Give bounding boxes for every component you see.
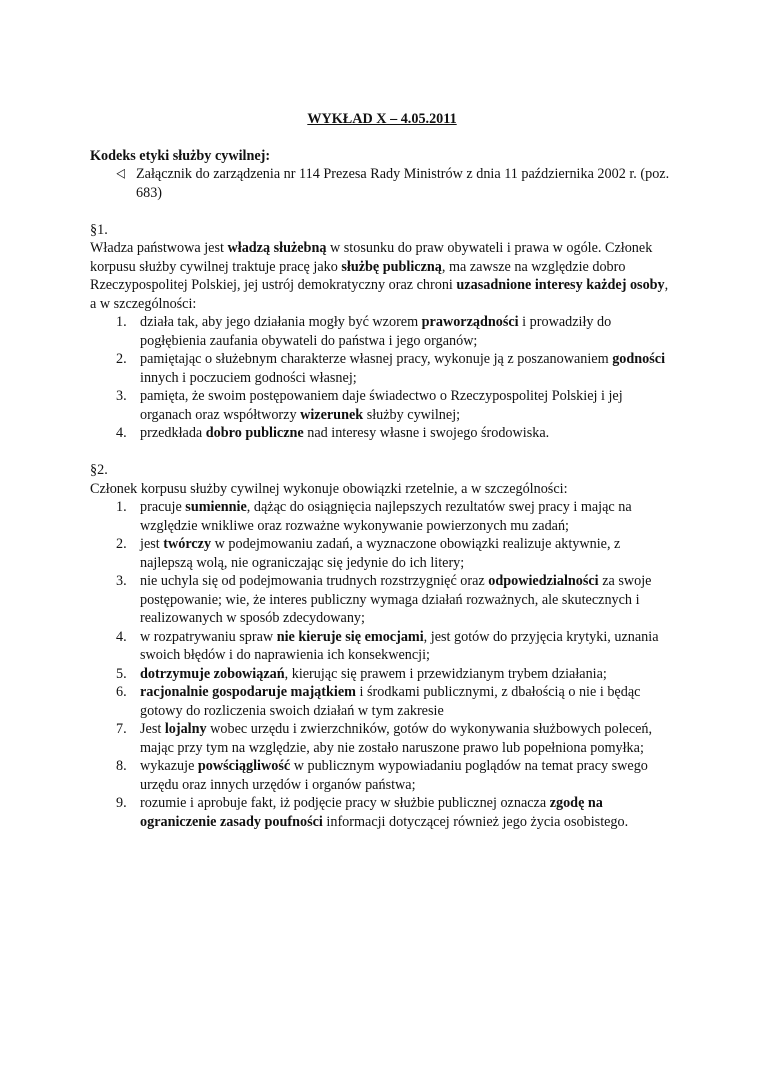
section-heading: Kodeks etyki służby cywilnej: [90,147,271,164]
text-run: i prowadziły do pogłębienia zaufania obywateli do państwa i jego organów; [140,314,612,349]
list-item [116,720,674,757]
list-item-text [140,498,674,535]
list-item [116,350,674,387]
bold-phrase: uzasadnione interesy każdej osoby [456,277,665,293]
text-run: działa tak, aby jego działania mogły być wzorem [140,314,422,330]
bold-phrase: wizerunek [300,406,364,423]
bold-phrase: odpowiedzialności [488,573,599,589]
text-run: pamięta, że swoim postępowaniem daje świadectwo o Rzeczypospolitej Polskiej i jej organach oraz współtworzy [140,388,623,423]
text-run: w podejmowaniu zadań, a wyznaczone obowiązki realizuje aktywnie, z najlepszą wolą, nie ograniczając się jedynie do ich litery; [140,536,621,571]
text-run: służby cywilnej; [363,406,461,423]
section-1-intro [90,239,674,313]
text-run: , jest gotów do przyjęcia krytyki, uznania swoich błędów i do naprawienia ich konsekwencji; [140,628,659,663]
list-item-number: 1. [116,499,127,515]
bold-phrase: dobro publiczne [205,425,304,441]
list-item-number: 4. [116,628,127,645]
list-item-number: 3. [116,573,127,589]
list-item [116,498,674,535]
text-run: , kierując się prawem i przewidzianym trybem działania; [284,665,607,682]
list-item-text [140,683,674,720]
list-item-text [140,665,674,684]
text-run: innych i poczuciem godności własnej; [140,369,357,386]
text-run: , ma zawsze na względzie dobro Rzeczypospolitej Polskiej, jej ustrój demokratyczny oraz chroni [90,258,626,293]
text-run: wykazuje [140,758,198,774]
text-run: wobec urzędu i zwierzchników, gotów do wykonywania służbowych poleceń, mając przy tym na względzie, aby nie zostało naruszone prawo lub popełniona pomyłka; [140,721,653,756]
list-item [116,387,674,424]
list-item [116,757,674,794]
list-item-text [140,794,674,831]
text-run: Członek korpusu służby cywilnej wykonuje obowiązki rzetelnie, a w szczególności: [90,480,568,497]
list-item-text [140,350,674,387]
text-run: jest [140,536,164,552]
document-body [90,110,674,831]
bold-phrase: powściągliwość [197,758,291,774]
list-item [116,313,674,350]
bold-phrase: zgodę na ograniczenie zasady poufności [140,795,603,830]
text-run: informacji dotyczącej również jego życia osobistego. [322,813,629,830]
section-2-intro [90,480,674,499]
text-run: w publicznym wypowiadaniu poglądów na temat pracy swego urzędu oraz innych urzędów i organów państwa; [140,758,648,793]
bold-phrase: praworządności [421,314,519,330]
text-run: , dążąc do osiągnięcia najlepszych rezultatów swej pracy i mając na względzie wnikliwe oraz rozważne wykonywanie powierzonych mu zadań; [140,499,632,534]
list-item-number: 2. [116,536,127,552]
list-item-text [140,424,674,443]
list-item [116,683,674,720]
list-item-number: 4. [116,425,127,441]
text-run: rozumie i aprobuje fakt, iż podjęcie pracy w służbie publicznej oznacza [140,795,550,811]
document-title: WYKŁAD X – 4.05.2011 [307,111,457,127]
bullet-text: Załącznik do zarządzenia nr 114 Prezesa Rady Ministrów z dnia 11 października 2002 r. (poz. 683) [136,166,670,201]
text-run: w stosunku do praw obywateli i prawa w ogóle. Członek korpusu służby cywilnej traktuje pracę jako [90,240,653,275]
section-2-label: §2. [90,462,108,478]
list-item [116,794,674,831]
list-item [116,535,674,572]
arrow-bullet-icon: ⨞ [116,167,126,181]
section-2-list [90,498,674,831]
section-1-label: §1. [90,221,108,238]
text-run: w rozpatrywaniu spraw [140,628,277,645]
text-run: pamiętając o służebnym charakterze własnej pracy, wykonuje ją z poszanowaniem [140,351,613,367]
list-item-text [140,387,674,424]
list-item-number: 3. [116,388,127,404]
list-item-text [140,535,674,572]
list-item-number: 5. [116,665,127,682]
bold-phrase: racjonalnie gospodaruje majątkiem [140,684,356,700]
list-item-text [140,757,674,794]
text-run: nad interesy własne i swojego środowiska. [303,425,550,441]
text-run: Jest [140,721,165,737]
list-item-text [140,628,674,665]
list-item [116,424,674,443]
list-item [116,572,674,628]
text-run: nie uchyla się od podejmowania trudnych rozstrzygnięć oraz [140,573,489,589]
list-item-text [140,313,674,350]
bold-phrase: służbę publiczną [341,258,442,275]
bold-phrase: lojalny [164,721,207,737]
list-item-text [140,572,674,628]
bold-phrase: nie kieruje się emocjami [276,628,424,645]
list-item-number: 1. [116,314,127,330]
text-run: przedkłada [140,425,206,441]
section-1-list [90,313,674,443]
list-item-text [140,720,674,757]
text-run: , a w szczególności: [90,277,669,312]
bullet-item [116,165,674,202]
list-item-number: 9. [116,795,127,811]
text-run: i środkami publicznymi, z dbałością o nie i będąc gotowy do rozliczenia swoich działań w tym zakresie [140,684,641,719]
bold-phrase: godności [612,351,666,367]
text-run: pracuje [140,499,186,515]
bold-phrase: dotrzymuje zobowiązań [140,665,285,682]
text-run: za swoje postępowanie; wie, że interes publiczny wymaga działań rozważnych, ale skutecznych i realizowanych w sposób zdecydowany; [140,573,652,626]
section-1 [90,221,674,443]
bold-phrase: sumiennie [185,499,247,515]
bold-phrase: twórczy [163,536,212,552]
bold-phrase: władzą służebną [227,240,327,256]
list-item-number: 6. [116,684,127,700]
list-item [116,665,674,684]
list-item-number: 2. [116,351,127,367]
list-item-number: 7. [116,721,127,737]
text-run: Władza państwowa jest [90,240,228,256]
list-item-number: 8. [116,758,127,774]
section-2 [90,461,674,831]
list-item [116,628,674,665]
